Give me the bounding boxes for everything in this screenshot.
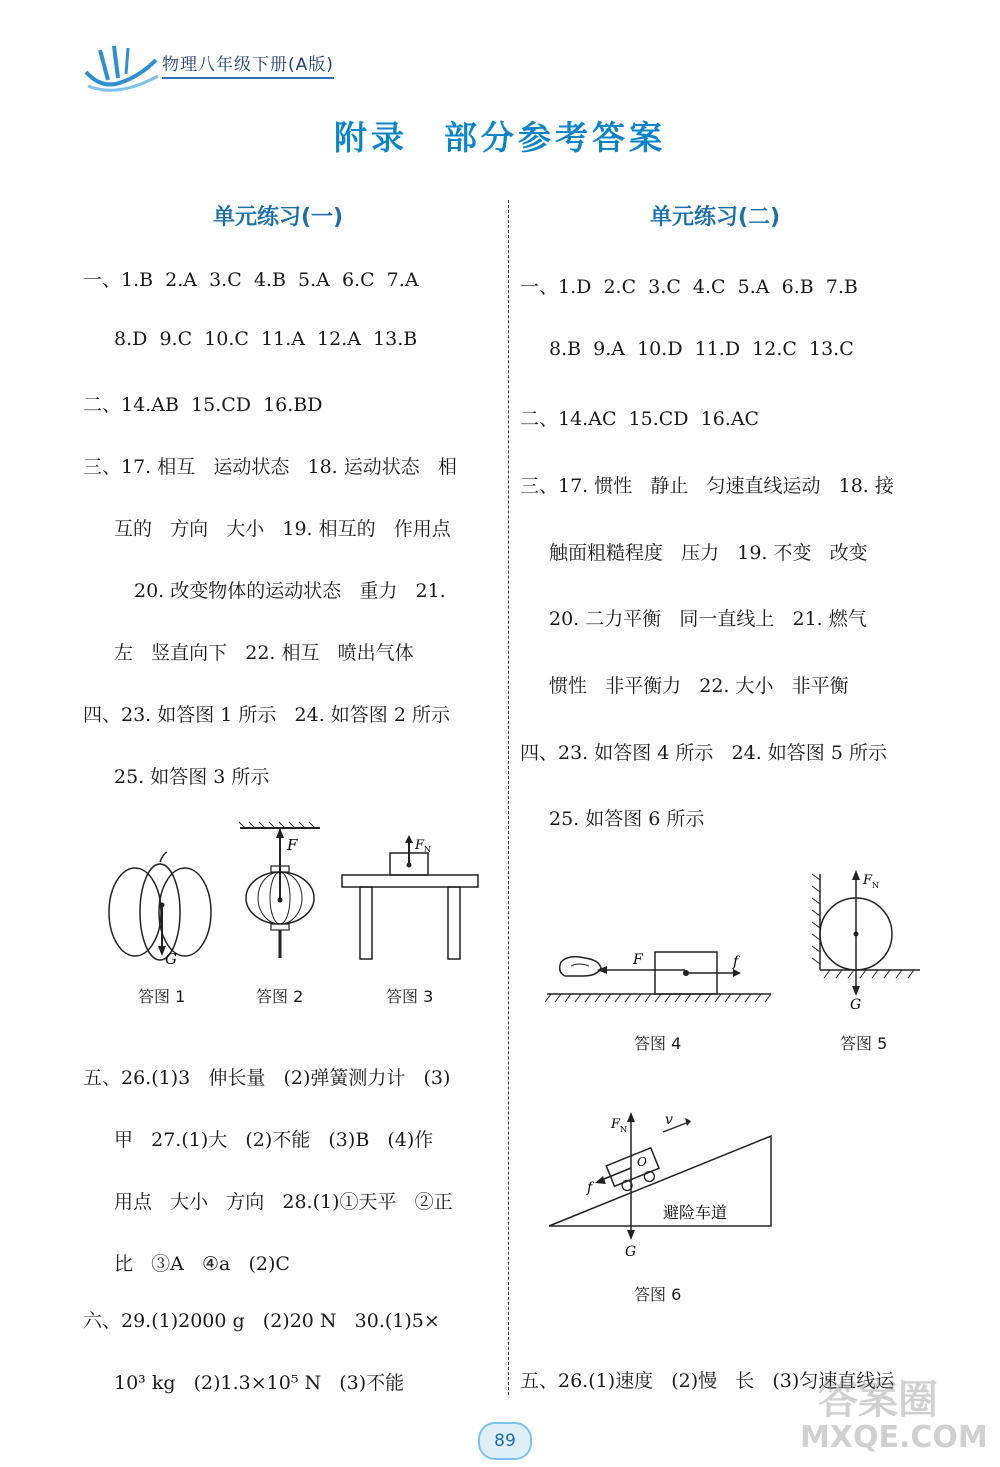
section-title-unit1: 单元练习(一) <box>213 205 344 230</box>
figure-2-lantern <box>235 820 325 980</box>
page-title <box>0 112 1000 159</box>
answer-line: 比 ③A ④a (2)C <box>114 1253 290 1275</box>
answer-line: 用点 大小 方向 28.(1)①天平 ②正 <box>114 1191 453 1213</box>
label-F: F <box>287 836 298 854</box>
answer-line: 互的 方向 大小 19. 相互的 作用点 <box>114 518 451 540</box>
label-FN: F <box>863 873 873 888</box>
answer-line: 左 竖直向下 22. 相互 喷出气体 <box>114 642 414 664</box>
answer-line: 8.D 9.C 10.C 11.A 12.A 13.B <box>114 328 418 350</box>
section-title-unit2: 单元练习(二) <box>650 205 781 230</box>
answer-line: 六、29.(1)2000 g (2)20 N 30.(1)5× <box>83 1310 440 1332</box>
answer-line: 甲 27.(1)大 (2)不能 (3)B (4)作 <box>114 1129 434 1151</box>
figure-4-block <box>545 940 775 1010</box>
title-part1: 附录 <box>334 118 408 157</box>
caption-fig5: 答图 5 <box>840 1034 888 1053</box>
answer-line: 五、26.(1)3 伸长量 (2)弹簧测力计 (3) <box>83 1067 451 1089</box>
answer-line: 10³ kg (2)1.3×10⁵ N (3)不能 <box>114 1372 405 1394</box>
answer-line: 二、14.AB 15.CD 16.BD <box>83 394 323 416</box>
answer-line: 二、14.AC 15.CD 16.AC <box>520 408 760 430</box>
page-number: 89 <box>478 1422 532 1460</box>
label-FN: F <box>415 838 425 853</box>
answer-line: 四、23. 如答图 4 所示 24. 如答图 5 所示 <box>520 742 887 764</box>
figure-3-table <box>340 835 480 965</box>
label-G: G <box>850 997 862 1012</box>
answer-line: 三、17. 相互 运动状态 18. 运动状态 相 <box>83 456 457 478</box>
label-N-sub: N <box>424 845 431 854</box>
figure-6-ramp <box>545 1110 775 1260</box>
caption-fig2: 答图 2 <box>256 987 304 1006</box>
answer-line: 一、1.D 2.C 3.C 4.C 5.A 6.B 7.B <box>520 276 858 298</box>
answer-line: 25. 如答图 6 所示 <box>549 808 705 830</box>
caption-fig1: 答图 1 <box>138 987 186 1006</box>
label-N-sub: N <box>620 1125 627 1134</box>
figure-5-ball <box>808 866 928 1012</box>
label-v: v <box>665 1112 673 1128</box>
watermark-url: MXQE.COM <box>800 1420 988 1455</box>
answer-line: 四、23. 如答图 1 所示 24. 如答图 2 所示 <box>83 704 450 726</box>
ramp-label: 避险车道 <box>663 1203 728 1222</box>
answer-line: 20. 改变物体的运动状态 重力 21. <box>134 580 446 602</box>
subject-label: 物理八年级下册(A版) <box>162 50 334 79</box>
answer-line: 20. 二力平衡 同一直线上 21. 燃气 <box>549 608 867 630</box>
answer-line: 五、26.(1)速度 (2)慢 长 (3)匀速直线运 <box>520 1370 895 1392</box>
page-header <box>82 40 402 98</box>
answer-line: 一、1.B 2.A 3.C 4.B 5.A 6.C 7.A <box>83 269 419 291</box>
label-F: F <box>633 952 643 968</box>
watermark <box>800 1368 990 1460</box>
title-part2: 部分参考答案 <box>444 118 666 157</box>
caption-fig4: 答图 4 <box>634 1034 682 1053</box>
label-N-sub: N <box>872 881 879 890</box>
figure-1-pumpkin <box>105 850 215 970</box>
answer-line: 惯性 非平衡力 22. 大小 非平衡 <box>549 675 849 697</box>
label-G: G <box>625 1244 637 1260</box>
answer-line: 三、17. 惯性 静止 匀速直线运动 18. 接 <box>520 475 894 497</box>
caption-fig3: 答图 3 <box>386 987 434 1006</box>
answer-line: 25. 如答图 3 所示 <box>114 766 270 788</box>
label-FN: F <box>611 1117 621 1132</box>
caption-fig6: 答图 6 <box>634 1285 682 1304</box>
book-logo-icon <box>82 42 160 94</box>
answer-line: 触面粗糙程度 压力 19. 不变 改变 <box>549 542 868 564</box>
label-O: O <box>637 1155 647 1169</box>
label-G: G <box>165 950 177 968</box>
watermark-text: 答案圈 <box>818 1377 938 1423</box>
column-divider <box>508 200 509 1395</box>
label-f: f <box>587 1180 593 1196</box>
label-f: f <box>733 954 739 970</box>
answer-line: 8.B 9.A 10.D 11.D 12.C 13.C <box>549 338 854 360</box>
